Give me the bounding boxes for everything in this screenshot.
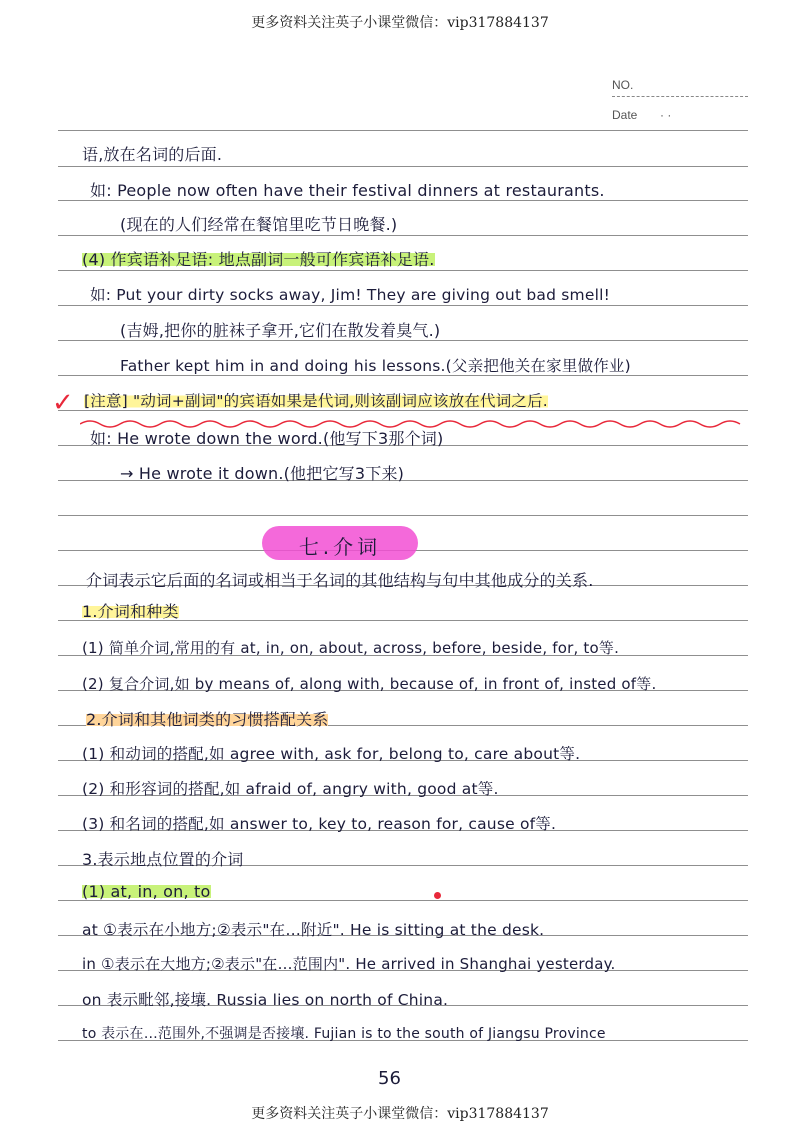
- yellow-highlight: [注意] "动词+副词"的宾语如果是代词,则该副词应该放在代词之后.: [84, 392, 548, 410]
- note-line-9: 如: He wrote down the word.(他写下3那个词): [90, 429, 444, 448]
- red-dot-mark: [434, 892, 441, 899]
- top-banner: 更多资料关注英子小课堂微信：vip317884137: [251, 15, 549, 31]
- bottom-banner: 更多资料关注英子小课堂微信：vip317884137: [251, 1106, 549, 1122]
- note-line-15: [86, 707, 328, 730]
- note-line-6: (吉姆,把你的脏袜子拿开,它们在散发着臭气.): [120, 321, 441, 340]
- note-line-12: [82, 599, 179, 622]
- date-label: Date: [612, 108, 638, 122]
- green-highlight: (1) at, in, on, to: [82, 882, 211, 901]
- check-mark-icon: ✓: [52, 388, 74, 418]
- note-line-20: [82, 882, 211, 901]
- note-line-24: to 表示在…范围外,不强调是否接壤. Fujian is to the south of Jiangsu Province: [82, 1026, 606, 1042]
- note-line-11: 介词表示它后面的名词或相当于名词的其他结构与句中其他成分的关系.: [86, 571, 594, 590]
- orange-highlight: 2.介词和其他词类的习惯搭配关系: [86, 710, 329, 729]
- note-line-17: (2) 和形容词的搭配,如 afraid of, angry with, good at等.: [82, 780, 499, 798]
- note-line-13: (1) 简单介词,常用的有 at, in, on, about, across, before, beside, for, to等.: [82, 639, 620, 657]
- page-number: 56: [378, 1068, 401, 1089]
- note-line-21: at ①表示在小地方;②表示"在…附近". He is sitting at the desk.: [82, 921, 545, 939]
- note-line-3: (现在的人们经常在餐馆里吃节日晚餐.): [120, 215, 398, 234]
- note-line-16: (1) 和动词的搭配,如 agree with, ask for, belong to, care about等.: [82, 745, 581, 763]
- no-label: NO.: [612, 78, 634, 92]
- yellow-highlight: 1.介词和种类: [82, 602, 179, 621]
- note-line-10: → He wrote it down.(他把它写3下来): [120, 464, 405, 483]
- section-title: 七.介词: [298, 535, 382, 559]
- note-line-22: in ①表示在大地方;②表示"在…范围内". He arrived in Shanghai yesterday.: [82, 955, 616, 973]
- note-line-8: [84, 389, 548, 411]
- note-line-19: 3.表示地点位置的介词: [82, 850, 244, 869]
- note-line-7: Father kept him in and doing his lessons.(父亲把他关在家里做作业): [120, 357, 631, 375]
- note-line-23: on 表示毗邻,接壤. Russia lies on north of China.: [82, 991, 449, 1009]
- note-line-4: [82, 247, 435, 270]
- note-line-2: 如: People now often have their festival dinners at restaurants.: [90, 181, 605, 200]
- note-line-1: 语,放在名词的后面.: [82, 145, 223, 164]
- note-line-14: (2) 复合介词,如 by means of, along with, because of, in front of, insted of等.: [82, 675, 657, 693]
- green-highlight: (4) 作宾语补足语: 地点副词一般可作宾语补足语.: [82, 250, 435, 269]
- note-line-18: (3) 和名词的搭配,如 answer to, key to, reason for, cause of等.: [82, 815, 557, 833]
- date-dots: · ·: [660, 108, 672, 122]
- header-divider: [612, 96, 748, 97]
- note-line-5: 如: Put your dirty socks away, Jim! They are giving out bad smell!: [90, 286, 610, 304]
